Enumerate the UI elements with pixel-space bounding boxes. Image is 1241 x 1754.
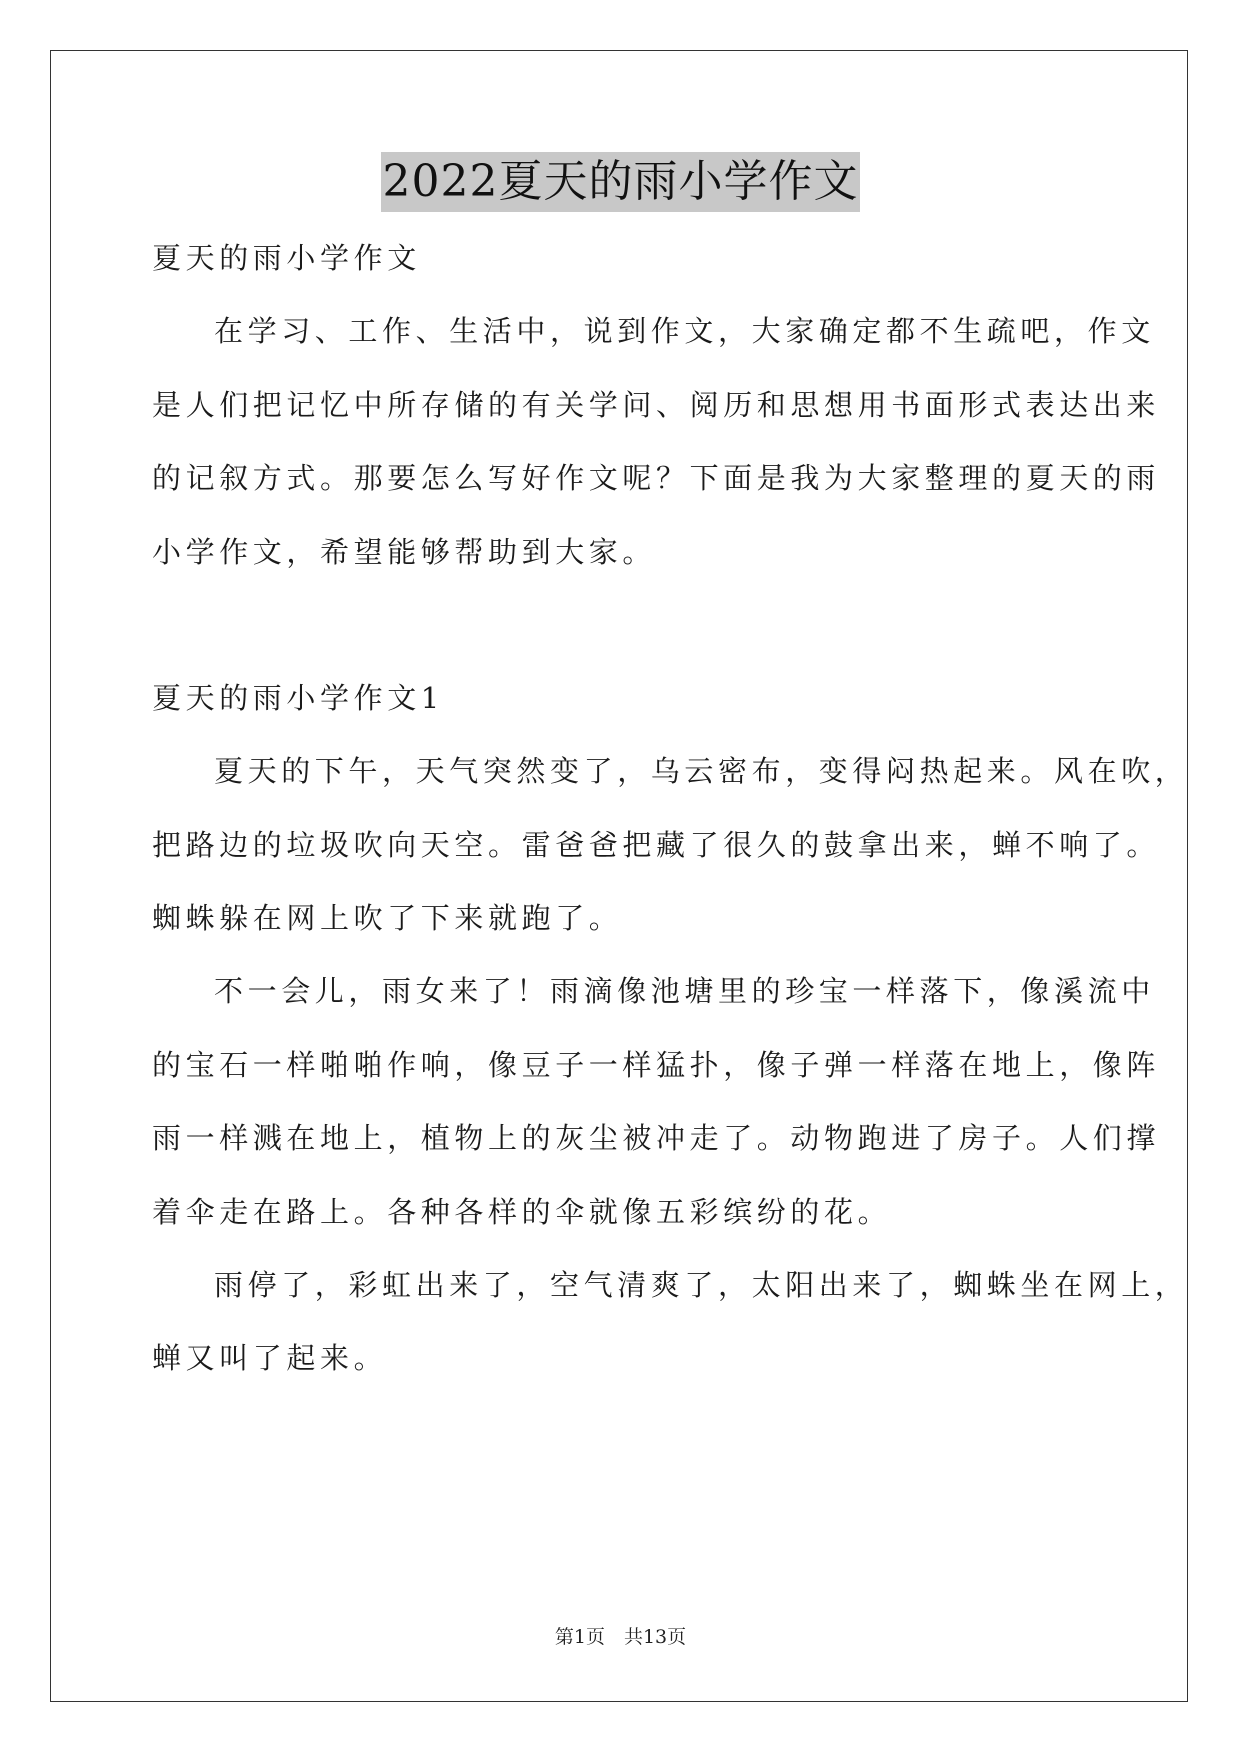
essay1-p1-line-1: 夏天的下午，天气突然变了，乌云密布，变得闷热起来。风在吹， <box>214 754 1189 788</box>
essay1-p1-line-3: 蜘蛛躲在网上吹了下来就跑了。 <box>152 901 623 935</box>
essay1-p2-line-1: 不一会儿，雨女来了！雨滴像池塘里的珍宝一样落下，像溪流中 <box>214 974 1155 1008</box>
essay1-p1-line-2: 把路边的垃圾吹向天空。雷爸爸把藏了很久的鼓拿出来，蝉不响了。 <box>152 828 1161 862</box>
page-border <box>50 50 1188 1702</box>
intro-line-2: 是人们把记忆中所存储的有关学问、阅历和思想用书面形式表达出来 <box>152 388 1161 422</box>
essay1-p3-line-1: 雨停了，彩虹出来了，空气清爽了，太阳出来了，蜘蛛坐在网上， <box>214 1268 1189 1302</box>
intro-heading: 夏天的雨小学作文 <box>152 241 421 275</box>
essay1-p3-line-2: 蝉又叫了起来。 <box>152 1341 388 1375</box>
intro-line-3: 的记叙方式。那要怎么写好作文呢？下面是我为大家整理的夏天的雨 <box>152 461 1161 495</box>
page-footer: 第1页 共13页 <box>554 1626 687 1648</box>
intro-line-1: 在学习、工作、生活中，说到作文，大家确定都不生疏吧，作文 <box>214 314 1155 348</box>
essay1-p2-line-2: 的宝石一样啪啪作响，像豆子一样猛扑，像子弹一样落在地上，像阵 <box>152 1048 1161 1082</box>
essay1-heading: 夏天的雨小学作文1 <box>152 681 444 715</box>
document-title: 2022夏天的雨小学作文 <box>381 152 861 212</box>
essay1-p2-line-3: 雨一样溅在地上，植物上的灰尘被冲走了。动物跑进了房子。人们撑 <box>152 1121 1161 1155</box>
intro-line-4: 小学作文，希望能够帮助到大家。 <box>152 535 657 569</box>
title-container <box>0 152 1241 212</box>
essay1-p2-line-4: 着伞走在路上。各种各样的伞就像五彩缤纷的花。 <box>152 1195 892 1229</box>
